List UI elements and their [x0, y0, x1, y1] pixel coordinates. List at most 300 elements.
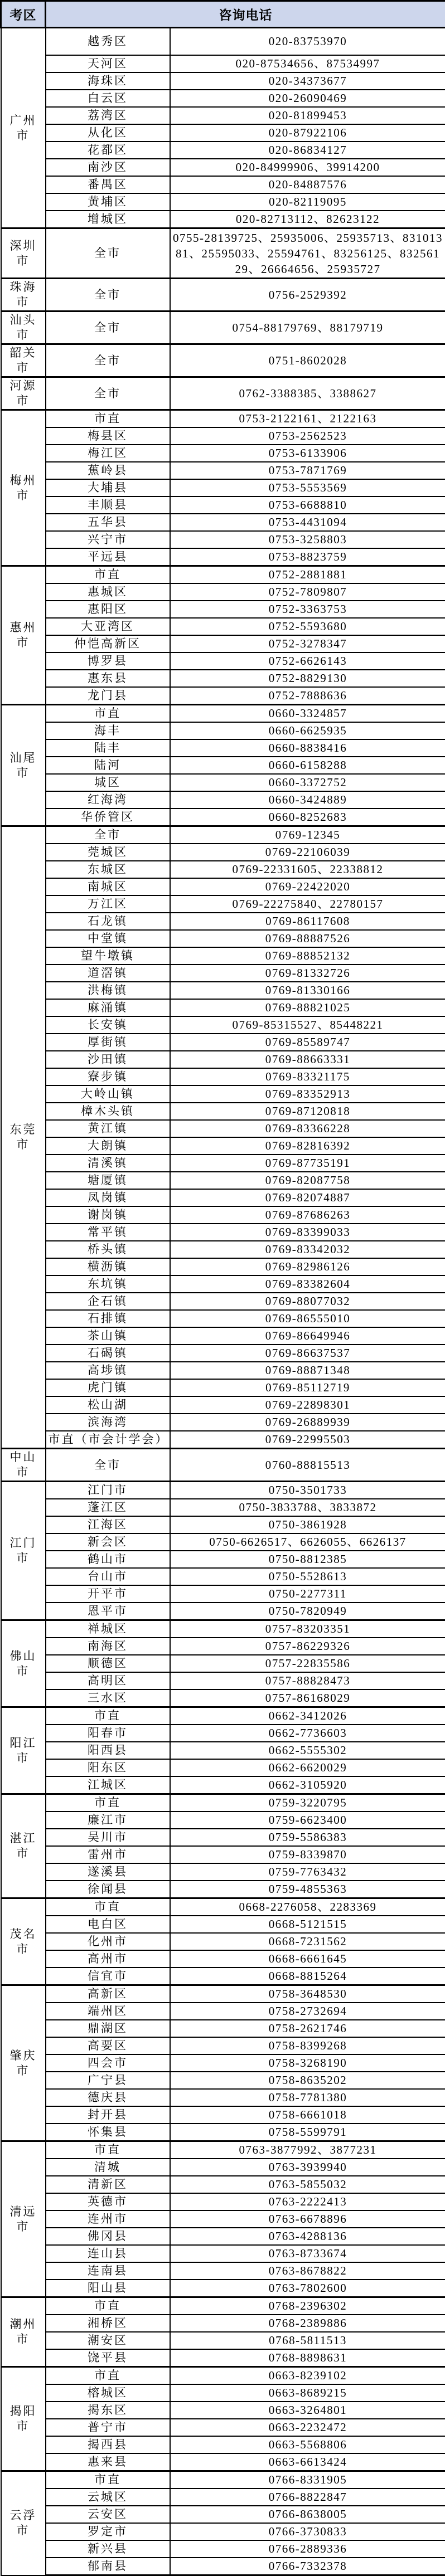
- district-cell: 连州市: [46, 2210, 170, 2228]
- district-cell: 市直: [46, 2297, 170, 2315]
- table-row: [1, 1275, 445, 1293]
- table-row: [1, 2124, 445, 2141]
- district-cell: 虎门镇: [46, 1379, 170, 1396]
- phone-cell: 0663-5568806: [170, 2436, 445, 2453]
- table-row: [1, 1689, 445, 1707]
- district-cell: 丰顺县: [46, 496, 170, 514]
- phone-cell: 020-87922106: [170, 124, 445, 142]
- phone-cell: 0769-88852132: [170, 947, 445, 965]
- phone-cell: 0660-3424889: [170, 791, 445, 809]
- district-cell: 华侨管区: [46, 809, 170, 826]
- phone-cell: 0750-3861928: [170, 1516, 445, 1533]
- phone-cell: 0752-3363753: [170, 601, 445, 618]
- table-row: [1, 159, 445, 176]
- district-cell: 寮步镇: [46, 1068, 170, 1085]
- phone-cell: 0769-81332726: [170, 965, 445, 982]
- phone-cell: 0769-88887526: [170, 930, 445, 947]
- table-row: [1, 1499, 445, 1516]
- table-row: [1, 1863, 445, 1881]
- phone-cell: 0753-3258803: [170, 531, 445, 548]
- table-row: [1, 566, 445, 584]
- table-row: [1, 2436, 445, 2453]
- district-cell: 饶平县: [46, 2349, 170, 2367]
- table-row: [1, 1379, 445, 1396]
- district-cell: 花都区: [46, 142, 170, 159]
- table-row: [1, 124, 445, 142]
- district-cell: 怀集县: [46, 2124, 170, 2141]
- district-cell: 麻涌镇: [46, 999, 170, 1016]
- phone-cell: 0752-7888636: [170, 687, 445, 705]
- district-cell: 企石镇: [46, 1293, 170, 1310]
- city-cell: 汕尾市: [1, 705, 46, 826]
- phone-cell: 0752-2881881: [170, 566, 445, 584]
- table-row: [1, 2159, 445, 2176]
- phone-cell: 0753-2122161、2122163: [170, 410, 445, 428]
- table-row: [1, 2540, 445, 2558]
- table-row: [1, 1516, 445, 1533]
- phone-cell: 0759-7763432: [170, 1863, 445, 1881]
- table-row: [1, 1916, 445, 1933]
- table-row: [1, 1189, 445, 1206]
- phone-cell: 020-34373677: [170, 72, 445, 90]
- phone-cell: 0755-28139725、25935006、25935713、83101381、25595033、25594761、83256125、83256129、26664656、25935727: [170, 228, 445, 279]
- header-row: [1, 1, 445, 28]
- table-row: [1, 2141, 445, 2159]
- district-cell: 市直: [46, 1707, 170, 1725]
- table-row: [1, 791, 445, 809]
- table-row: [1, 1034, 445, 1051]
- district-cell: 梅县区: [46, 427, 170, 445]
- table-row: [1, 1293, 445, 1310]
- district-cell: 端州区: [46, 2003, 170, 2020]
- table-row: [1, 601, 445, 618]
- district-cell: 龙门县: [46, 687, 170, 705]
- table-row: [1, 999, 445, 1016]
- phone-cell: 0762-3388385、3388627: [170, 377, 445, 410]
- city-cell: 江门市: [1, 1482, 46, 1620]
- phone-cell: 0750-3833788、3833872: [170, 1499, 445, 1516]
- table-row: [1, 1103, 445, 1120]
- phone-cell: 0763-3939940: [170, 2159, 445, 2176]
- district-cell: 沙田镇: [46, 1051, 170, 1068]
- district-cell: 梅江区: [46, 445, 170, 462]
- district-cell: 郁南县: [46, 2558, 170, 2575]
- city-cell: 清远市: [1, 2141, 46, 2297]
- district-cell: 江门市: [46, 1482, 170, 1499]
- district-cell: 清新区: [46, 2176, 170, 2193]
- district-cell: 全市: [46, 344, 170, 377]
- table-row: [1, 2297, 445, 2315]
- city-cell: 肇庆市: [1, 1985, 46, 2141]
- district-cell: 塘厦镇: [46, 1172, 170, 1189]
- district-cell: 德庆县: [46, 2089, 170, 2106]
- table-row: [1, 1794, 445, 1812]
- table-row: [1, 618, 445, 635]
- phone-cell: 0768-8898631: [170, 2349, 445, 2367]
- phone-cell: 0769-88871348: [170, 1362, 445, 1379]
- city-cell: 珠海市: [1, 279, 46, 311]
- district-cell: 市直: [46, 1898, 170, 1916]
- district-cell: 南城区: [46, 878, 170, 895]
- phone-cell: 0759-4855363: [170, 1881, 445, 1898]
- district-cell: 三水区: [46, 1689, 170, 1707]
- phone-cell: 0769-87120818: [170, 1103, 445, 1120]
- table-row: [1, 1016, 445, 1034]
- district-cell: 全市: [46, 228, 170, 279]
- district-cell: 高明区: [46, 1672, 170, 1689]
- district-cell: 惠东县: [46, 670, 170, 687]
- phone-cell: 0750-3501733: [170, 1482, 445, 1499]
- phone-cell: 0753-5553569: [170, 479, 445, 496]
- table-row: [1, 1120, 445, 1137]
- district-cell: 南沙区: [46, 159, 170, 176]
- table-row: [1, 1051, 445, 1068]
- phone-cell: 0769-22106039: [170, 844, 445, 861]
- district-cell: 清溪镇: [46, 1155, 170, 1172]
- table-row: [1, 1603, 445, 1620]
- phone-cell: 0766-8822847: [170, 2489, 445, 2506]
- phone-cell: 0769-12345: [170, 826, 445, 844]
- table-row: [1, 1172, 445, 1189]
- table-row: [1, 1950, 445, 1968]
- district-cell: 云城区: [46, 2489, 170, 2506]
- table-row: [1, 1707, 445, 1725]
- table-row: [1, 947, 445, 965]
- phone-cell: 0763-7802600: [170, 2280, 445, 2297]
- phone-cell: 020-83753970: [170, 28, 445, 56]
- table-row: [1, 1812, 445, 1829]
- table-row: [1, 687, 445, 705]
- table-row: [1, 1206, 445, 1224]
- district-cell: 市直: [46, 410, 170, 428]
- table-row: [1, 1985, 445, 2003]
- phone-cell: 0766-3730833: [170, 2523, 445, 2540]
- phone-cell: 0766-8638005: [170, 2506, 445, 2523]
- phone-cell: 0668-8815264: [170, 1968, 445, 1985]
- phone-cell: 0758-8399268: [170, 2037, 445, 2054]
- district-cell: 全市: [46, 311, 170, 344]
- district-cell: 大亚湾区: [46, 618, 170, 635]
- table-row: [1, 1345, 445, 1362]
- district-cell: 化州市: [46, 1933, 170, 1950]
- district-cell: 常平镇: [46, 1224, 170, 1241]
- district-cell: 大朗镇: [46, 1137, 170, 1155]
- phone-cell: 0769-82074887: [170, 1189, 445, 1206]
- phone-cell: 0769-86649946: [170, 1327, 445, 1345]
- district-cell: 天河区: [46, 55, 170, 72]
- phone-cell: 0660-3372752: [170, 774, 445, 791]
- table-row: [1, 1898, 445, 1916]
- phone-cell: 0662-6620029: [170, 1759, 445, 1776]
- table-row: [1, 1933, 445, 1950]
- district-cell: 博罗县: [46, 652, 170, 670]
- district-cell: 高新区: [46, 1985, 170, 2003]
- table-row: [1, 1241, 445, 1258]
- district-cell: 广宁县: [46, 2072, 170, 2089]
- district-cell: 顺德区: [46, 1655, 170, 1672]
- district-cell: 台山市: [46, 1568, 170, 1585]
- table-row: [1, 1362, 445, 1379]
- table-row: [1, 1846, 445, 1863]
- district-cell: 海丰: [46, 722, 170, 739]
- table-row: [1, 722, 445, 739]
- table-row: [1, 2210, 445, 2228]
- phone-cell: 0759-6623400: [170, 1812, 445, 1829]
- table-row: [1, 2228, 445, 2245]
- phone-cell: 0769-85112719: [170, 1379, 445, 1396]
- phone-cell: 0758-3268190: [170, 2054, 445, 2072]
- table-row: [1, 1155, 445, 1172]
- phone-cell: 0769-22995503: [170, 1431, 445, 1449]
- city-cell: 汕头市: [1, 311, 46, 344]
- table-row: [1, 1776, 445, 1794]
- district-cell: 大岭山镇: [46, 1085, 170, 1103]
- district-cell: 恩平市: [46, 1603, 170, 1620]
- table-row: [1, 861, 445, 878]
- district-cell: 全市: [46, 377, 170, 410]
- table-row: [1, 142, 445, 159]
- district-cell: 市直: [46, 2367, 170, 2385]
- phone-cell: 0769-83382604: [170, 1275, 445, 1293]
- district-cell: 连山县: [46, 2245, 170, 2262]
- district-cell: 高州市: [46, 1950, 170, 1968]
- phone-cell: 0663-6613424: [170, 2453, 445, 2471]
- district-cell: 横沥镇: [46, 1258, 170, 1275]
- district-cell: 洪梅镇: [46, 982, 170, 999]
- table-row: [1, 1085, 445, 1103]
- district-cell: 海珠区: [46, 72, 170, 90]
- table-row: [1, 279, 445, 311]
- table-row: [1, 107, 445, 124]
- phone-cell: 0763-5855032: [170, 2176, 445, 2193]
- table-row: [1, 982, 445, 999]
- phone-cell: 0662-3412026: [170, 1707, 445, 1725]
- district-cell: 开平市: [46, 1585, 170, 1603]
- table-row: [1, 635, 445, 652]
- district-cell: 蕉岭县: [46, 462, 170, 479]
- table-row: [1, 1449, 445, 1482]
- phone-cell: 0759-5586383: [170, 1829, 445, 1846]
- district-cell: 黄埔区: [46, 193, 170, 211]
- phone-cell: 0763-8733674: [170, 2245, 445, 2262]
- table-row: [1, 965, 445, 982]
- phone-cell: 0768-2396302: [170, 2297, 445, 2315]
- city-cell: 茂名市: [1, 1898, 46, 1985]
- district-cell: 全市: [46, 1449, 170, 1482]
- table-row: [1, 2072, 445, 2089]
- table-row: [1, 228, 445, 279]
- table-row: [1, 462, 445, 479]
- district-cell: 荔湾区: [46, 107, 170, 124]
- district-cell: 阳东区: [46, 1759, 170, 1776]
- table-row: [1, 211, 445, 228]
- table-row: [1, 28, 445, 56]
- phone-cell: 0660-8252683: [170, 809, 445, 826]
- phone-cell: 0758-3648530: [170, 1985, 445, 2003]
- phone-cell: 0668-2276058、2283369: [170, 1898, 445, 1916]
- table-row: [1, 427, 445, 445]
- phone-cell: 0662-3105920: [170, 1776, 445, 1794]
- table-row: [1, 514, 445, 531]
- district-cell: 阳山县: [46, 2280, 170, 2297]
- table-row: [1, 1655, 445, 1672]
- table-row: [1, 2489, 445, 2506]
- district-cell: 连南县: [46, 2262, 170, 2280]
- phone-cell: 0660-6625935: [170, 722, 445, 739]
- district-cell: 万江区: [46, 895, 170, 913]
- phone-cell: 0754-88179769、88179719: [170, 311, 445, 344]
- city-cell: 河源市: [1, 377, 46, 410]
- district-cell: 莞城区: [46, 844, 170, 861]
- district-cell: 遂溪县: [46, 1863, 170, 1881]
- phone-cell: 020-82119095: [170, 193, 445, 211]
- district-cell: 市直: [46, 2141, 170, 2159]
- table-row: [1, 2558, 445, 2575]
- phone-cell: 0752-3278347: [170, 635, 445, 652]
- phone-cell: 0769-82986126: [170, 1258, 445, 1275]
- table-row: [1, 2349, 445, 2367]
- table-row: [1, 531, 445, 548]
- table-row: [1, 311, 445, 344]
- table-row: [1, 2003, 445, 2020]
- phone-cell: 0662-7736603: [170, 1725, 445, 1742]
- phone-cell: 0769-88077032: [170, 1293, 445, 1310]
- district-cell: 佛冈县: [46, 2228, 170, 2245]
- phone-cell: 0663-8689215: [170, 2384, 445, 2402]
- district-cell: 谢岗镇: [46, 1206, 170, 1224]
- table-row: [1, 2020, 445, 2037]
- table-row: [1, 895, 445, 913]
- header-exam-area: 考区: [1, 1, 46, 28]
- table-row: [1, 2245, 445, 2262]
- city-cell: 东莞市: [1, 826, 46, 1449]
- district-cell: 滨海湾: [46, 1414, 170, 1431]
- phone-cell: 0660-6158288: [170, 757, 445, 774]
- table-row: [1, 193, 445, 211]
- table-row: [1, 176, 445, 193]
- district-cell: 东坑镇: [46, 1275, 170, 1293]
- phone-cell: 0763-2222413: [170, 2193, 445, 2210]
- district-cell: 市直: [46, 705, 170, 723]
- phone-cell: 0769-83342032: [170, 1241, 445, 1258]
- phone-cell: 020-84887576: [170, 176, 445, 193]
- district-cell: 阳西县: [46, 1742, 170, 1759]
- phone-cell: 0769-86637537: [170, 1345, 445, 1362]
- district-cell: 廉江市: [46, 1812, 170, 1829]
- phone-cell: 0769-87735191: [170, 1155, 445, 1172]
- district-cell: 清城: [46, 2159, 170, 2176]
- phone-cell: 0757-83203351: [170, 1620, 445, 1638]
- phone-cell: 0750-6626517、6626055、6626137: [170, 1533, 445, 1551]
- phone-cell: 0769-81330166: [170, 982, 445, 999]
- table-row: [1, 496, 445, 514]
- district-cell: 陆丰: [46, 739, 170, 757]
- district-cell: 江海区: [46, 1516, 170, 1533]
- city-cell: 梅州市: [1, 410, 46, 566]
- table-row: [1, 1137, 445, 1155]
- phone-cell: 0769-82087758: [170, 1172, 445, 1189]
- phone-cell: 0663-8239102: [170, 2367, 445, 2385]
- table-row: [1, 1620, 445, 1638]
- table-row: [1, 705, 445, 723]
- phone-cell: 0757-86168029: [170, 1689, 445, 1707]
- phone-cell: 0763-4288136: [170, 2228, 445, 2245]
- table-row: [1, 1533, 445, 1551]
- district-cell: 东城区: [46, 861, 170, 878]
- district-cell: 云安区: [46, 2506, 170, 2523]
- phone-cell: 0663-3264801: [170, 2402, 445, 2419]
- table-row: [1, 2037, 445, 2054]
- district-cell: 樟木头镇: [46, 1103, 170, 1120]
- district-cell: 松山湖: [46, 1396, 170, 1414]
- table-row: [1, 479, 445, 496]
- phone-cell: 0660-3324857: [170, 705, 445, 723]
- table-row: [1, 2280, 445, 2297]
- phone-cell: 0769-86117608: [170, 913, 445, 930]
- district-cell: 南海区: [46, 1638, 170, 1655]
- table-row: [1, 1759, 445, 1776]
- table-row: [1, 1672, 445, 1689]
- district-cell: 四会市: [46, 2054, 170, 2072]
- phone-cell: 0758-7781380: [170, 2089, 445, 2106]
- table-row: [1, 2402, 445, 2419]
- table-row: [1, 652, 445, 670]
- district-cell: 陆河: [46, 757, 170, 774]
- district-cell: 阳春市: [46, 1725, 170, 1742]
- phone-cell: 0769-22422020: [170, 878, 445, 895]
- phone-cell: 020-82713112、82623122: [170, 211, 445, 228]
- district-cell: 江城区: [46, 1776, 170, 1794]
- district-cell: 电白区: [46, 1916, 170, 1933]
- phone-cell: 0768-5811513: [170, 2332, 445, 2349]
- city-cell: 中山市: [1, 1449, 46, 1482]
- district-cell: 全市: [46, 279, 170, 311]
- district-cell: 道滘镇: [46, 965, 170, 982]
- phone-cell: 0663-2232472: [170, 2419, 445, 2436]
- district-cell: 蓬江区: [46, 1499, 170, 1516]
- district-cell: 望牛墩镇: [46, 947, 170, 965]
- phone-cell: 0668-6661645: [170, 1950, 445, 1968]
- phone-cell: 0662-5555302: [170, 1742, 445, 1759]
- district-cell: 全市: [46, 826, 170, 844]
- table-row: [1, 2384, 445, 2402]
- table-row: [1, 1431, 445, 1449]
- phone-cell: 0769-88663331: [170, 1051, 445, 1068]
- phone-cell: 0763-8678822: [170, 2262, 445, 2280]
- phone-cell: 0763-6678896: [170, 2210, 445, 2228]
- table-row: [1, 410, 445, 428]
- table-row: [1, 844, 445, 861]
- table-row: [1, 2315, 445, 2332]
- phone-cell: 020-87534656、87534997: [170, 55, 445, 72]
- table-row: [1, 1310, 445, 1327]
- phone-cell: 0752-5593680: [170, 618, 445, 635]
- district-cell: 新会区: [46, 1533, 170, 1551]
- phone-cell: 0769-26889939: [170, 1414, 445, 1431]
- phone-cell: 0769-86555010: [170, 1310, 445, 1327]
- phone-cell: 0668-5121515: [170, 1916, 445, 1933]
- city-cell: 韶关市: [1, 344, 46, 377]
- phone-cell: 0769-82816392: [170, 1137, 445, 1155]
- district-cell: 吴川市: [46, 1829, 170, 1846]
- city-cell: 广州市: [1, 28, 46, 228]
- table-row: [1, 930, 445, 947]
- phone-cell: 0769-83321175: [170, 1068, 445, 1085]
- city-cell: 阳江市: [1, 1707, 46, 1794]
- phone-cell: 0750-5528613: [170, 1568, 445, 1585]
- table-row: [1, 1327, 445, 1345]
- city-cell: 惠州市: [1, 566, 46, 705]
